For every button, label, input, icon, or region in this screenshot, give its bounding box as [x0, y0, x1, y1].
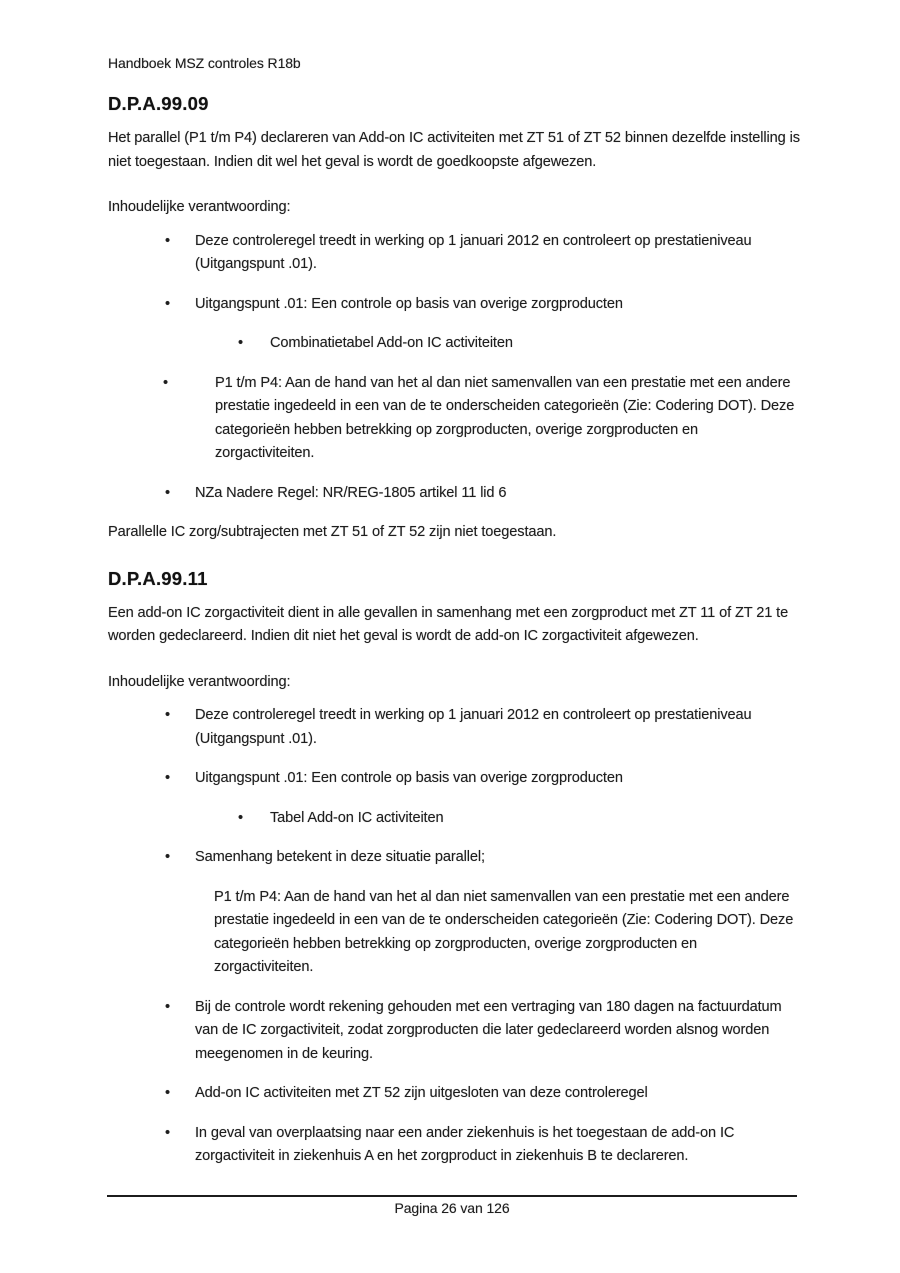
list-item-text: Tabel Add-on IC activiteiten	[270, 809, 444, 826]
section-dpa-99-11	[108, 569, 800, 1169]
bullet-list	[108, 230, 800, 506]
section-closing: Parallelle IC zorg/subtrajecten met ZT 51 of ZT 52 zijn niet toegestaan.	[108, 524, 557, 540]
list-item-text: In geval van overplaatsing naar een ander ziekenhuis is het toegestaan de add-on IC zorgactiviteit in ziekenhuis A en het zorgproduct in ziekenhuis B te declareren.	[195, 1124, 735, 1164]
section-heading: D.P.A.99.11	[108, 567, 208, 589]
bullet-icon: •	[165, 295, 170, 312]
list-item	[108, 1082, 800, 1106]
running-header: Handboek MSZ controles R18b	[108, 55, 301, 71]
bullet-list	[108, 704, 800, 1169]
list-item-sub	[108, 332, 800, 356]
list-item	[108, 1122, 800, 1169]
section-subheading: Inhoudelijke verantwoording:	[108, 673, 291, 690]
page-footer	[107, 1195, 797, 1217]
bullet-icon: •	[165, 849, 170, 865]
bullet-icon: •	[238, 809, 243, 826]
list-item	[108, 846, 800, 870]
list-item-text: Bij de controle wordt rekening gehouden met een vertraging van 180 dagen na factuurdatum van de IC zorgactiviteit, zodat zorgproducten die later gedeclareerd worden alsnog worden meegenomen in de keuring.	[195, 998, 782, 1062]
section-dpa-99-09	[108, 94, 800, 545]
list-item-text: Add-on IC activiteiten met ZT 52 zijn uitgesloten van deze controleregel	[195, 1085, 648, 1101]
bullet-icon: •	[163, 374, 168, 391]
bullet-icon: •	[165, 1124, 170, 1141]
list-item-text: Deze controleregel treedt in werking op 1 januari 2012 en controleert op prestatieniveau (Uitgangspunt .01).	[195, 707, 752, 747]
list-item	[108, 372, 800, 466]
list-item-text: P1 t/m P4: Aan de hand van het al dan niet samenvallen van een prestatie met een andere prestatie ingedeeld in een van de te onderscheiden categorieën (Zie: Codering DOT). Deze categorieën hebben betrekking op zorgproducten, overige zorgproducten en zorgactiviteiten.	[214, 888, 794, 975]
list-item	[108, 482, 800, 506]
bullet-icon: •	[165, 1085, 170, 1101]
list-item	[108, 293, 800, 317]
section-intro: Het parallel (P1 t/m P4) declareren van Add-on IC activiteiten met ZT 51 of ZT 52 binnen dezelfde instelling is niet toegestaan. Indien dit wel het geval is wordt de goedkoopste afgewezen.	[108, 130, 800, 170]
bullet-icon: •	[165, 770, 170, 786]
indented-paragraph	[108, 886, 800, 980]
bullet-icon: •	[165, 707, 170, 723]
section-subheading: Inhoudelijke verantwoording:	[108, 199, 291, 215]
list-item-text: Combinatietabel Add-on IC activiteiten	[270, 335, 513, 351]
section-intro: Een add-on IC zorgactiviteit dient in alle gevallen in samenhang met een zorgproduct met ZT 11 of ZT 21 te worden gedeclareerd. Indien dit niet het geval is wordt de add-on IC zorgactiviteit afgewezen.	[108, 604, 789, 644]
list-item	[108, 704, 800, 751]
list-item	[108, 230, 800, 277]
list-item-text: Uitgangspunt .01: Een controle op basis van overige zorgproducten	[195, 770, 623, 786]
bullet-icon: •	[165, 484, 170, 501]
list-item	[108, 996, 800, 1067]
list-item-text: Samenhang betekent in deze situatie parallel;	[195, 849, 485, 865]
list-item-sub	[108, 807, 800, 831]
page-content	[108, 0, 800, 1185]
bullet-icon: •	[165, 998, 170, 1015]
list-item	[108, 767, 800, 791]
list-item-text: Deze controleregel treedt in werking op 1 januari 2012 en controleert op prestatieniveau (Uitgangspunt .01).	[195, 232, 752, 272]
bullet-icon: •	[238, 335, 243, 351]
page-number: Pagina 26 van 126	[394, 1200, 510, 1216]
list-item-text: Uitgangspunt .01: Een controle op basis van overige zorgproducten	[195, 295, 623, 312]
section-heading: D.P.A.99.09	[108, 93, 209, 114]
footer-divider	[107, 1195, 797, 1197]
bullet-icon: •	[165, 232, 170, 249]
list-item-text: P1 t/m P4: Aan de hand van het al dan niet samenvallen van een prestatie met een andere prestatie ingedeeld in een van de te onderscheiden categorieën (Zie: Codering DOT). Deze categorieën hebben betrekking op zorgproducten, overige zorgproducten en zorgactiviteiten.	[215, 374, 795, 461]
list-item-text: NZa Nadere Regel: NR/REG-1805 artikel 11 lid 6	[195, 484, 507, 501]
